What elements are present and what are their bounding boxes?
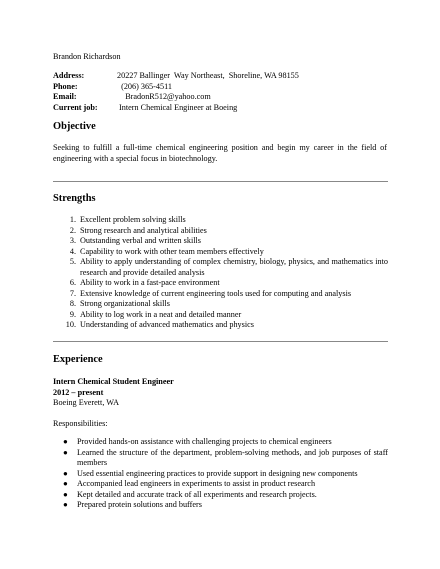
list-number: 8.: [69, 299, 76, 308]
list-text: Kept detailed and accurate track of all experiments and research projects.: [77, 489, 317, 499]
list-item: [53, 247, 388, 258]
list-text: Capability to work with other team members effectively: [80, 246, 264, 256]
list-item: [53, 289, 388, 300]
list-number: 4.: [69, 246, 76, 256]
list-text: Extensive knowledge of current engineering tools used for computing and analysis: [80, 288, 352, 298]
list-item: [53, 448, 388, 469]
list-item: [53, 469, 388, 480]
bullet-icon: ●: [63, 447, 68, 457]
list-text: Excellent problem solving skills: [80, 215, 186, 224]
list-item: [53, 257, 388, 278]
list-item: [53, 479, 388, 490]
job-company: Boeing Everett, WA: [53, 398, 120, 407]
objective-text: Seeking to fulfill a full-time chemical engineering position and begin my career in the field of engineering with a special focus in biotechnology.: [53, 143, 387, 163]
contact-row-phone: [53, 82, 299, 93]
list-text: Strong research and analytical abilities: [80, 225, 207, 235]
list-item: [53, 215, 388, 226]
list-item: [53, 310, 388, 321]
list-text: Accompanied lead engineers in experiments to assist in product research: [77, 479, 316, 488]
contact-value: 20227 Ballinger Way Northeast, Shoreline, WA 98155: [117, 71, 299, 80]
list-number: 9.: [69, 309, 76, 319]
contact-label: Address:: [53, 71, 85, 80]
contact-row-address: [53, 71, 299, 82]
responsibilities-list: [53, 437, 388, 511]
list-number: 1.: [69, 215, 76, 224]
contact-value: Intern Chemical Engineer at Boeing: [117, 102, 238, 112]
job-entry: [53, 377, 174, 409]
responsibilities-label: Responsibilities:: [53, 419, 108, 428]
bullet-icon: ●: [63, 489, 68, 499]
objective-heading: Objective: [53, 121, 96, 132]
strengths-list: [53, 215, 388, 331]
list-number: 2.: [69, 225, 76, 235]
contact-row-current-job: [53, 103, 299, 114]
list-text: Ability to log work in a neat and detailed manner: [80, 309, 242, 319]
contact-value: (206) 365-4511: [117, 81, 172, 91]
list-item: [53, 236, 388, 247]
list-number: 3.: [69, 236, 76, 245]
list-item: [53, 299, 388, 310]
list-text: Ability to work in a fast-pace environment: [80, 278, 220, 287]
list-text: Ability to apply understanding of complex chemistry, biology, physics, and mathematics into research and provide detailed analysis: [80, 257, 388, 277]
list-number: 10.: [65, 320, 76, 329]
bullet-icon: ●: [63, 500, 68, 509]
list-item: [53, 320, 388, 331]
job-title: Intern Chemical Student Engineer: [53, 377, 174, 386]
list-number: 7.: [69, 288, 76, 298]
bullet-icon: ●: [63, 468, 68, 478]
section-divider: [53, 181, 388, 182]
list-item: [53, 437, 388, 448]
list-item: [53, 490, 388, 501]
contact-label: Phone:: [53, 81, 78, 91]
list-text: Learned the structure of the department, problem-solving methods, and job purposes of staff members: [77, 447, 388, 467]
list-text: Prepared protein solutions and buffers: [77, 500, 202, 509]
list-text: Provided hands-on assistance with challenging projects to chemical engineers: [77, 437, 332, 446]
list-text: Used essential engineering practices to provide support in designing new components: [77, 468, 358, 478]
list-item: [53, 500, 388, 511]
contact-block: [53, 71, 299, 113]
contact-row-email: [53, 92, 299, 103]
applicant-name: Brandon Richardson: [53, 52, 121, 61]
list-text: Outstanding verbal and written skills: [80, 236, 201, 245]
contact-value: BradonR512@yahoo.com: [117, 92, 211, 101]
job-dates: 2012 – present: [53, 387, 104, 397]
experience-heading: Experience: [53, 354, 103, 365]
list-number: 5.: [69, 257, 76, 266]
list-number: 6.: [69, 278, 76, 287]
bullet-icon: ●: [63, 437, 68, 446]
contact-label: Email:: [53, 92, 77, 101]
bullet-icon: ●: [63, 479, 68, 488]
contact-label: Current job:: [53, 102, 98, 112]
strengths-heading: Strengths: [53, 193, 96, 204]
list-text: Understanding of advanced mathematics and physics: [80, 320, 254, 329]
list-text: Strong organizational skills: [80, 299, 170, 308]
list-item: [53, 278, 388, 289]
list-item: [53, 226, 388, 237]
section-divider: [53, 341, 388, 342]
